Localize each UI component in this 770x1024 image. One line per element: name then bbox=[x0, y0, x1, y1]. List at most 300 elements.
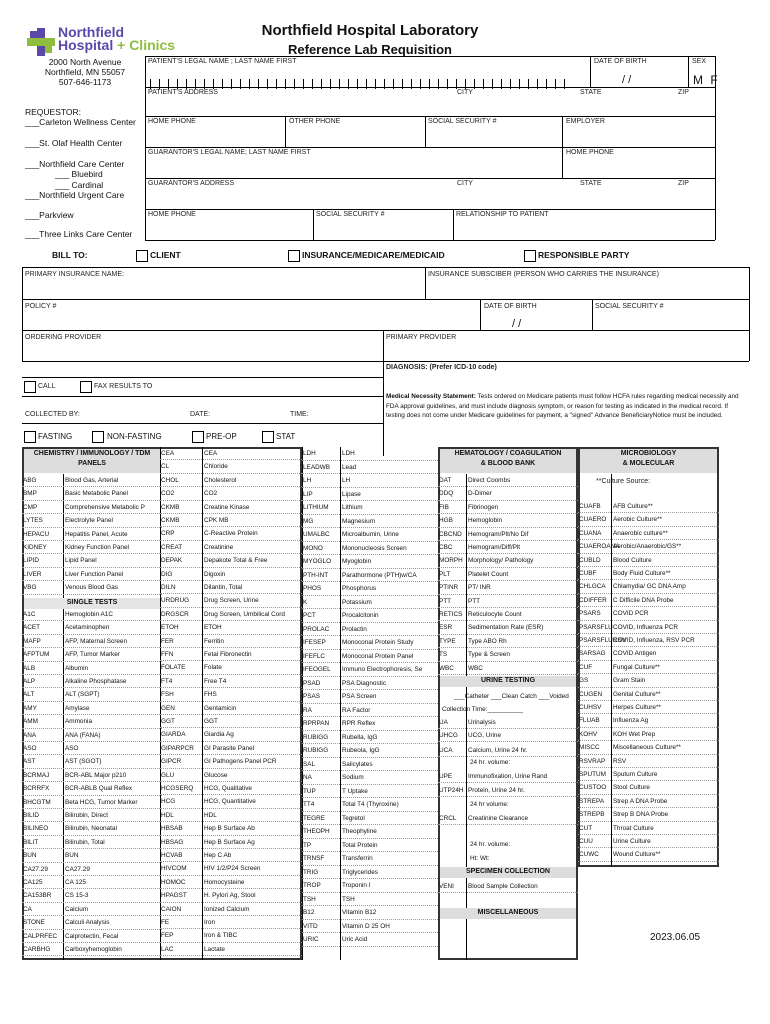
test-row[interactable] bbox=[578, 688, 719, 701]
test-code: UA bbox=[439, 719, 448, 726]
test-row[interactable] bbox=[22, 528, 162, 541]
test-row[interactable] bbox=[160, 621, 302, 634]
test-row[interactable] bbox=[160, 514, 302, 527]
test-row[interactable] bbox=[302, 596, 438, 610]
test-row[interactable] bbox=[302, 474, 438, 488]
test-code: WBC bbox=[439, 664, 454, 672]
test-row[interactable] bbox=[22, 903, 162, 916]
logo-icon bbox=[27, 28, 55, 56]
test-code: RPRPAN bbox=[303, 720, 330, 727]
test-row[interactable] bbox=[302, 717, 438, 731]
fax-label: FAX RESULTS TO bbox=[94, 383, 153, 390]
test-code: CUHSV bbox=[579, 704, 602, 711]
test-row[interactable] bbox=[578, 781, 719, 794]
test-row[interactable] bbox=[22, 863, 162, 876]
test-row[interactable] bbox=[22, 876, 162, 889]
test-code: HCVAB bbox=[161, 852, 183, 859]
test-row[interactable] bbox=[160, 889, 302, 902]
test-code: GIARDA bbox=[161, 731, 186, 739]
test-code: LITHIUM bbox=[303, 504, 329, 511]
test-row[interactable] bbox=[438, 744, 578, 757]
test-row[interactable] bbox=[22, 849, 162, 862]
test-code: CKMB bbox=[161, 517, 180, 524]
test-row[interactable] bbox=[22, 688, 162, 701]
test-code: TP bbox=[303, 841, 312, 849]
test-name: AST (SGOT) bbox=[65, 758, 102, 766]
test-row[interactable] bbox=[160, 487, 302, 500]
test-row[interactable] bbox=[578, 674, 719, 687]
test-code: LIP bbox=[303, 490, 313, 498]
test-row[interactable] bbox=[438, 487, 578, 500]
test-row[interactable] bbox=[302, 866, 438, 880]
test-row[interactable] bbox=[578, 527, 719, 540]
test-name: Lithium bbox=[342, 504, 363, 511]
test-row[interactable] bbox=[160, 929, 302, 942]
test-row[interactable] bbox=[160, 447, 302, 460]
test-code: CUU bbox=[579, 838, 593, 845]
test-row[interactable] bbox=[578, 822, 719, 835]
test-row[interactable] bbox=[302, 704, 438, 718]
test-name: Strep B DNA Probe bbox=[613, 811, 669, 819]
test-row[interactable] bbox=[160, 943, 302, 956]
test-row[interactable] bbox=[578, 594, 719, 607]
requestor-stolaf[interactable]: ___St. Olaf Health Center bbox=[25, 138, 123, 148]
test-name: AFP, Tumor Marker bbox=[65, 651, 120, 659]
test-row[interactable] bbox=[302, 771, 438, 785]
single-tests-header: SINGLE TESTS bbox=[24, 598, 160, 609]
test-row[interactable] bbox=[302, 839, 438, 853]
bill-client-label: CLIENT bbox=[150, 250, 181, 260]
test-row[interactable] bbox=[578, 848, 719, 861]
test-code: HEPACU bbox=[23, 530, 50, 538]
test-row[interactable] bbox=[302, 447, 438, 461]
test-row[interactable] bbox=[302, 920, 438, 934]
test-row[interactable] bbox=[578, 580, 719, 593]
test-row[interactable] bbox=[160, 809, 302, 822]
test-row[interactable] bbox=[578, 795, 719, 808]
test-row[interactable] bbox=[160, 688, 302, 701]
test-code: TRIG bbox=[303, 868, 319, 876]
test-code: PSAD bbox=[303, 679, 321, 687]
relationship-label: RELATIONSHIP TO PATIENT bbox=[456, 211, 549, 218]
test-row[interactable] bbox=[302, 677, 438, 691]
test-row[interactable] bbox=[578, 701, 719, 714]
subscriber-label: INSURANCE SUBSCIBER (PERSON WHO CARRIES THE INSURANCE) bbox=[428, 271, 659, 278]
test-row[interactable] bbox=[302, 528, 438, 542]
collection-time[interactable]: Collection Time:__________ bbox=[442, 706, 524, 713]
test-name: C-Reactive Protein bbox=[204, 530, 258, 538]
test-code: DILN bbox=[161, 584, 176, 591]
necessity-title: Medical Necessity Statement: bbox=[386, 393, 476, 400]
chem-header bbox=[24, 449, 160, 473]
test-row[interactable] bbox=[438, 595, 578, 608]
requestor-northfield-care[interactable]: ___Northfield Care Center bbox=[25, 159, 125, 169]
test-name: PTT bbox=[468, 597, 481, 605]
logo-line2 bbox=[58, 39, 175, 52]
test-row[interactable] bbox=[22, 487, 162, 500]
test-code: BHCGTM bbox=[23, 798, 51, 806]
test-row[interactable] bbox=[160, 635, 302, 648]
test-code: MONO bbox=[303, 544, 323, 552]
stat-checkbox[interactable] bbox=[262, 431, 274, 443]
volume-24hr[interactable]: 24 hr. volume: bbox=[470, 759, 511, 766]
test-row[interactable] bbox=[160, 608, 302, 621]
test-row[interactable] bbox=[438, 528, 578, 541]
test-row[interactable] bbox=[302, 515, 438, 529]
test-code: DAT bbox=[439, 477, 452, 484]
employer-label: EMPLOYER bbox=[566, 118, 605, 125]
test-code: CA bbox=[23, 905, 32, 913]
test-row[interactable] bbox=[160, 648, 302, 661]
requestor-carleton[interactable]: ___Carleton Wellness Center bbox=[25, 117, 136, 127]
test-row[interactable] bbox=[438, 716, 578, 729]
test-row[interactable] bbox=[438, 729, 578, 742]
test-row[interactable] bbox=[302, 582, 438, 596]
test-name: C Difficile DNA Probe bbox=[613, 596, 674, 604]
test-row[interactable] bbox=[160, 594, 302, 607]
test-row[interactable] bbox=[160, 755, 302, 768]
test-row[interactable] bbox=[22, 568, 162, 581]
test-row[interactable] bbox=[22, 501, 162, 514]
test-row[interactable] bbox=[578, 607, 719, 620]
test-row[interactable] bbox=[22, 635, 162, 648]
bill-responsible-checkbox[interactable] bbox=[524, 250, 536, 262]
test-row[interactable] bbox=[578, 513, 719, 526]
test-row[interactable] bbox=[22, 554, 162, 567]
test-row[interactable] bbox=[302, 636, 438, 650]
test-row[interactable] bbox=[438, 662, 578, 675]
test-row[interactable] bbox=[22, 916, 162, 929]
test-code: CUBF bbox=[579, 570, 597, 577]
test-row[interactable] bbox=[22, 662, 162, 675]
test-code: KOHV bbox=[579, 730, 598, 738]
test-row[interactable] bbox=[160, 876, 302, 889]
requestor-urgent-care[interactable]: ___Northfield Urgent Care bbox=[25, 190, 125, 200]
test-row[interactable] bbox=[302, 501, 438, 515]
test-row[interactable] bbox=[22, 943, 162, 956]
test-name: Digoxin bbox=[204, 570, 226, 578]
test-row[interactable] bbox=[160, 782, 302, 795]
test-name: Lipase bbox=[342, 490, 361, 498]
fax-checkbox[interactable] bbox=[80, 381, 92, 393]
test-name: Hep C Ab bbox=[204, 852, 232, 859]
test-code: CHOL bbox=[161, 476, 179, 484]
requestor-cardinal[interactable]: ___ Cardinal bbox=[55, 180, 104, 190]
test-code: SARSAG bbox=[579, 650, 606, 658]
test-row[interactable] bbox=[22, 702, 162, 715]
requestor-three-links[interactable]: ___Three Links Care Center bbox=[25, 229, 133, 239]
test-row[interactable] bbox=[302, 785, 438, 799]
test-name: Lactate bbox=[204, 945, 225, 953]
test-row[interactable] bbox=[302, 461, 438, 475]
test-row[interactable] bbox=[438, 770, 578, 783]
test-row[interactable] bbox=[438, 514, 578, 527]
test-row[interactable] bbox=[302, 879, 438, 893]
test-row[interactable] bbox=[22, 889, 162, 902]
test-name: ANA (FANA) bbox=[65, 731, 101, 739]
test-name: Troponin I bbox=[342, 882, 371, 889]
ssn-label: SOCIAL SECURITY # bbox=[428, 118, 497, 125]
test-row[interactable] bbox=[22, 581, 162, 594]
catheter-line[interactable]: ___Catheter ___Clean Catch ___Voided bbox=[454, 693, 569, 700]
test-row[interactable] bbox=[438, 648, 578, 661]
test-row[interactable] bbox=[302, 663, 438, 677]
logo-line2a: Hospital bbox=[58, 37, 114, 53]
test-name: Glucose bbox=[204, 771, 228, 779]
test-row[interactable] bbox=[22, 822, 162, 835]
test-row[interactable] bbox=[22, 742, 162, 755]
test-row[interactable] bbox=[302, 825, 438, 839]
test-name: Lead bbox=[342, 463, 357, 471]
test-row[interactable] bbox=[160, 795, 302, 808]
test-code: CUF bbox=[579, 663, 593, 671]
test-row[interactable] bbox=[160, 903, 302, 916]
test-row[interactable] bbox=[578, 540, 719, 553]
test-row[interactable] bbox=[302, 906, 438, 920]
test-row[interactable] bbox=[160, 836, 302, 849]
call-checkbox[interactable] bbox=[24, 381, 36, 393]
test-row[interactable] bbox=[302, 812, 438, 826]
test-row[interactable] bbox=[578, 554, 719, 567]
test-row[interactable] bbox=[302, 933, 438, 947]
test-name: Fungal Culture** bbox=[613, 663, 660, 671]
test-row[interactable] bbox=[578, 634, 719, 647]
test-name: Fibrinogen bbox=[468, 503, 499, 511]
test-name: GI Pathogens Panel PCR bbox=[204, 758, 277, 766]
test-code: PSARSFLU bbox=[579, 623, 613, 631]
test-name: Acetaminophen bbox=[65, 624, 110, 632]
test-code: DIG bbox=[161, 570, 173, 578]
test-row[interactable] bbox=[438, 541, 578, 554]
test-row[interactable] bbox=[160, 541, 302, 554]
test-row[interactable] bbox=[160, 769, 302, 782]
test-row[interactable] bbox=[302, 569, 438, 583]
test-row[interactable] bbox=[22, 930, 162, 943]
test-row[interactable] bbox=[160, 822, 302, 835]
test-name: Calcium bbox=[65, 905, 89, 913]
test-row[interactable] bbox=[22, 621, 162, 634]
requestor-parkview[interactable]: ___Parkview bbox=[25, 210, 74, 220]
test-row[interactable] bbox=[160, 568, 302, 581]
test-row[interactable] bbox=[160, 849, 302, 862]
test-name: Gentamicin bbox=[204, 704, 237, 712]
sub-dob-field[interactable]: / / bbox=[512, 318, 522, 330]
test-code: STREPA bbox=[579, 797, 605, 805]
test-code: HOMOC bbox=[161, 878, 186, 886]
test-row[interactable] bbox=[160, 460, 302, 473]
test-row[interactable] bbox=[22, 836, 162, 849]
test-row[interactable] bbox=[160, 581, 302, 594]
test-row[interactable] bbox=[578, 621, 719, 634]
test-row[interactable] bbox=[438, 784, 578, 797]
dob-field[interactable]: / / bbox=[622, 74, 632, 86]
sex-field[interactable]: M F bbox=[693, 73, 720, 87]
test-row[interactable] bbox=[160, 675, 302, 688]
test-code: FSH bbox=[161, 691, 174, 699]
test-name: Influenza Ag bbox=[613, 717, 649, 725]
test-name: Hemoglobin A1C bbox=[65, 611, 113, 618]
guarantor-ssn-label: SOCIAL SECURITY # bbox=[316, 211, 385, 218]
test-code: ALT bbox=[23, 691, 35, 699]
test-row[interactable] bbox=[302, 798, 438, 812]
test-row[interactable] bbox=[160, 715, 302, 728]
test-row[interactable] bbox=[302, 650, 438, 664]
test-code: AMM bbox=[23, 718, 38, 726]
test-code: BILINEO bbox=[23, 825, 49, 833]
test-code: DEPAK bbox=[161, 557, 183, 565]
test-code: VENI bbox=[439, 883, 454, 890]
test-row[interactable] bbox=[160, 916, 302, 929]
test-row[interactable] bbox=[22, 729, 162, 742]
test-name: UCG, Urine bbox=[468, 732, 502, 739]
test-name: Iron bbox=[204, 919, 216, 926]
test-name: Alkaline Phosphatase bbox=[65, 678, 127, 685]
test-row[interactable] bbox=[578, 714, 719, 727]
test-row[interactable] bbox=[578, 741, 719, 754]
patient-zip-label: ZIP bbox=[678, 89, 689, 96]
test-name: Liver Function Panel bbox=[65, 570, 124, 578]
test-row[interactable] bbox=[22, 769, 162, 782]
test-row[interactable] bbox=[302, 488, 438, 502]
test-name: LDH bbox=[342, 450, 355, 457]
test-code: CUAERO bbox=[579, 516, 607, 524]
test-row[interactable] bbox=[22, 474, 162, 487]
test-row[interactable] bbox=[302, 731, 438, 745]
test-row[interactable] bbox=[302, 555, 438, 569]
patient-city-label: CITY bbox=[457, 89, 473, 96]
collected-by-label: COLLECTED BY: bbox=[25, 411, 80, 418]
primary-provider-label: PRIMARY PROVIDER bbox=[386, 334, 457, 341]
test-row[interactable] bbox=[22, 608, 162, 621]
height-weight[interactable]: Ht: Wt: bbox=[470, 855, 490, 862]
test-row[interactable] bbox=[578, 728, 719, 741]
preop-checkbox[interactable] bbox=[192, 431, 204, 443]
test-name: Iron & TIBC bbox=[204, 932, 238, 940]
test-code: MORPH bbox=[439, 557, 463, 565]
test-row[interactable] bbox=[302, 623, 438, 637]
diagnosis-label: DIAGNOSIS: (Prefer ICD-10 code) bbox=[386, 364, 497, 371]
test-row[interactable] bbox=[160, 554, 302, 567]
volume-24hr-b[interactable]: 24 hr volume: bbox=[470, 801, 509, 808]
test-code: ANA bbox=[23, 731, 37, 739]
test-row[interactable] bbox=[22, 514, 162, 527]
test-row[interactable] bbox=[302, 542, 438, 556]
test-row[interactable] bbox=[160, 527, 302, 540]
test-row[interactable] bbox=[438, 568, 578, 581]
test-row[interactable] bbox=[302, 690, 438, 704]
test-name: RSV bbox=[613, 757, 627, 765]
test-row[interactable] bbox=[22, 782, 162, 795]
home-phone-label: HOME PHONE bbox=[148, 118, 196, 125]
test-name: Genital Culture** bbox=[613, 690, 661, 698]
requestor-bluebird[interactable]: ___ Bluebird bbox=[55, 169, 103, 179]
ordering-provider-label: ORDERING PROVIDER bbox=[25, 334, 102, 341]
chem-h2: PANELS bbox=[78, 460, 106, 467]
test-code: UTP24H bbox=[439, 787, 464, 794]
test-name: COVID PCR bbox=[613, 610, 649, 618]
test-row[interactable] bbox=[578, 755, 719, 768]
test-name: Calprotectin, Fecal bbox=[65, 932, 119, 940]
test-row[interactable] bbox=[22, 541, 162, 554]
test-code: GEN bbox=[161, 704, 175, 712]
test-row[interactable] bbox=[302, 852, 438, 866]
bill-insurance-checkbox[interactable] bbox=[288, 250, 300, 262]
test-row[interactable] bbox=[160, 742, 302, 755]
logo-line2b: + Clinics bbox=[117, 37, 176, 53]
test-row[interactable] bbox=[578, 835, 719, 848]
test-row[interactable] bbox=[438, 608, 578, 621]
test-name: BUN bbox=[65, 852, 79, 860]
hema-h1: HEMATOLOGY / COAGULATION bbox=[454, 450, 562, 457]
test-row[interactable] bbox=[160, 474, 302, 487]
test-row[interactable] bbox=[438, 621, 578, 634]
test-row[interactable] bbox=[160, 728, 302, 741]
test-code: BCRRFX bbox=[23, 785, 50, 793]
test-row[interactable] bbox=[578, 768, 719, 781]
test-row[interactable] bbox=[160, 862, 302, 875]
test-row[interactable] bbox=[302, 893, 438, 907]
test-row[interactable] bbox=[160, 501, 302, 514]
test-code: HPAGST bbox=[161, 892, 187, 900]
test-row[interactable] bbox=[578, 567, 719, 580]
test-row[interactable] bbox=[438, 474, 578, 487]
test-row[interactable] bbox=[438, 554, 578, 567]
policy-label: POLICY # bbox=[25, 303, 57, 310]
test-row[interactable] bbox=[438, 581, 578, 594]
test-name: Myoglobin bbox=[342, 558, 372, 565]
test-code: NA bbox=[303, 774, 312, 781]
test-row[interactable] bbox=[22, 675, 162, 688]
test-code: CA153BR bbox=[23, 892, 52, 900]
test-code: CUANA bbox=[579, 529, 602, 537]
test-code: DRGSCR bbox=[161, 610, 189, 618]
test-row[interactable] bbox=[160, 661, 302, 674]
test-row[interactable] bbox=[22, 809, 162, 822]
volume-24hr-c[interactable]: 24 hr. volume: bbox=[470, 841, 511, 848]
test-row[interactable] bbox=[22, 796, 162, 809]
test-code: MG bbox=[303, 517, 314, 525]
test-row[interactable] bbox=[438, 501, 578, 514]
patient-name-label: PATIENT'S LEGAL NAME ; LAST NAME FIRST bbox=[148, 58, 297, 65]
test-row[interactable] bbox=[578, 647, 719, 660]
test-name: FHS bbox=[204, 691, 217, 699]
test-name: Total Protein bbox=[342, 841, 378, 849]
test-row[interactable] bbox=[302, 744, 438, 758]
non-fasting-checkbox[interactable] bbox=[92, 431, 104, 443]
test-row[interactable] bbox=[22, 648, 162, 661]
test-row[interactable] bbox=[22, 715, 162, 728]
test-row[interactable] bbox=[438, 880, 578, 893]
test-row[interactable] bbox=[578, 808, 719, 821]
test-row[interactable] bbox=[438, 812, 578, 825]
test-row[interactable] bbox=[302, 609, 438, 623]
test-row[interactable] bbox=[302, 758, 438, 772]
fasting-checkbox[interactable] bbox=[24, 431, 36, 443]
test-name: Vitamin D 25 OH bbox=[342, 922, 390, 930]
test-name: Albumin bbox=[65, 664, 89, 672]
bill-client-checkbox[interactable] bbox=[136, 250, 148, 262]
test-row[interactable] bbox=[438, 635, 578, 648]
test-row[interactable] bbox=[160, 702, 302, 715]
test-row[interactable] bbox=[578, 661, 719, 674]
test-code: CUAFB bbox=[579, 503, 601, 510]
test-name: Body Fluid Culture** bbox=[613, 570, 671, 577]
test-name: Vitamin B12 bbox=[342, 909, 377, 916]
test-row[interactable] bbox=[22, 755, 162, 768]
test-name: Urine Culture bbox=[613, 838, 651, 845]
test-row[interactable] bbox=[578, 500, 719, 513]
test-name: Type & Screen bbox=[468, 651, 510, 659]
